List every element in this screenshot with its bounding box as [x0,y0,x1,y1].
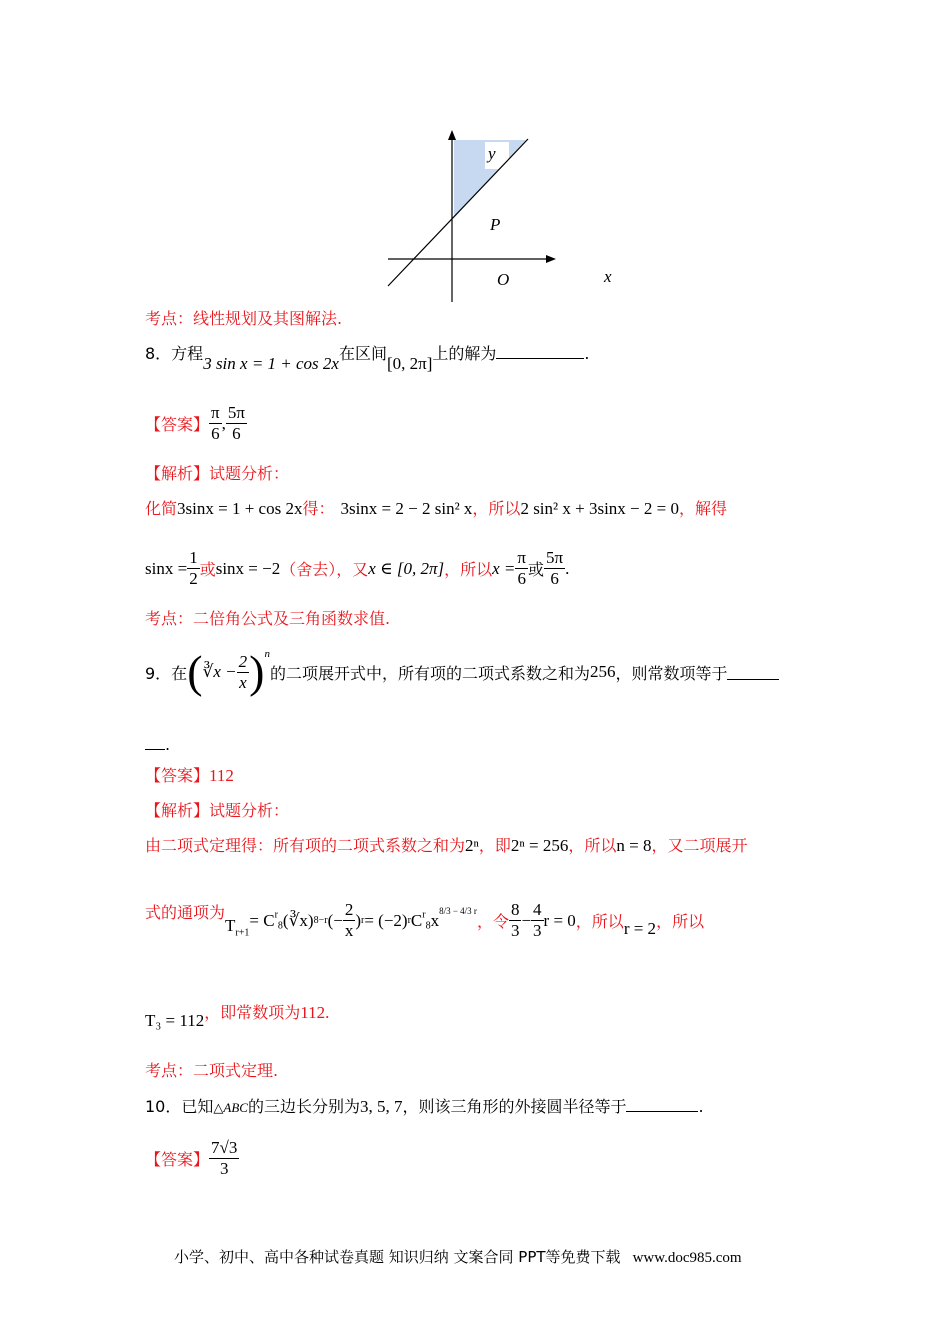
q9-answer: 【答案】112 [145,766,234,785]
q7-kaodian: 考点：线性规划及其图解法. [145,309,343,328]
q8-interval: [0, 2π] [387,354,433,373]
graph-label-y: y [488,144,496,163]
q10-answer-blank [626,1097,698,1112]
q9-analysis-line1: 由二项式定理得：所有项的二项式系数之和为2ⁿ，即2ⁿ = 256，所以n = 8，又二项展开 [145,836,748,855]
q8-answer: 【答案】 $\frac{\pi}{6}$ , $\frac{5\pi}{6}$ [145,403,245,443]
graph-label-o: O [497,270,510,289]
q8-question: 8．方程3 sin x = 1 + cos 2x在区间[0, 2π]上的解为 . [145,344,590,373]
q8-kaodian: 考点：二倍角公式及三角函数求值. [145,609,391,628]
linear-programming-graph [380,128,640,306]
q8-analysis-label: 【解析】试题分析： [145,464,290,483]
q9-kaodian: 考点：二项式定理. [145,1061,279,1080]
footer-url[interactable]: www.doc985.com [632,1250,742,1266]
q9-question: 9．在 ( ∛x − $\frac{2}{x}$ ) n 的二项展开式中，所有项的二项式系数之和为 256 ，则常数项等于 [145,648,779,696]
q10-question: 10．已知△ABC的三边长分别为3, 5, 7，则该三角形的外接圆半径等于 . [145,1097,704,1116]
q8-analysis-line1: 化简3sinx = 1 + cos 2x得： 3sinx = 2 − 2 sin² x，所以2 sin² x + 3sinx − 2 = 0，解得 [145,499,727,518]
q9-blank-cont: . [145,735,170,754]
q10-answer: 【答案】 $\frac{7√3}{3}$ [145,1138,238,1178]
q8-answer-frac1: $\frac{\pi}{6}$ [211,403,220,443]
q8-equation: 3 sin x = 1 + cos 2x [203,354,339,373]
q8-analysis-line2: sinx = $\frac{1}{2}$ 或 sinx = −2 （舍去），又 x ∈ [0, 2π] ，所以 x = $\frac{\pi}{6}$ 或 $\frac{5\pi}{6}$ . [145,548,570,588]
page-footer: 小学、初中、高中各种试卷真题 知识归纳 文案合同 PPT等免费下载 www.doc985.com [174,1248,742,1266]
q9-analysis-line3: T₃ = 112，即常数项为112. [145,1003,330,1030]
q9-answer-blank [727,665,779,680]
q9-analysis-label: 【解析】试题分析： [145,801,290,820]
q9-analysis-line2: 式的通项为 $T_{r+1}$ = C $^r_8$ (∛x) 8−r (− $\frac{2}{x}$ ) r = (−2) r C $^r_8$ x 8/3 − 4/3 r ，令 $\frac{8}{3}$ − $\frac{4}{3}$ r = 0 ，所以 r = 2 ，所以 [145,900,705,940]
graph-label-x: x [604,267,612,286]
q8-answer-frac2: $\frac{5\pi}{6}$ [227,403,245,443]
graph-label-p: P [490,215,501,234]
q8-answer-blank [496,344,584,359]
